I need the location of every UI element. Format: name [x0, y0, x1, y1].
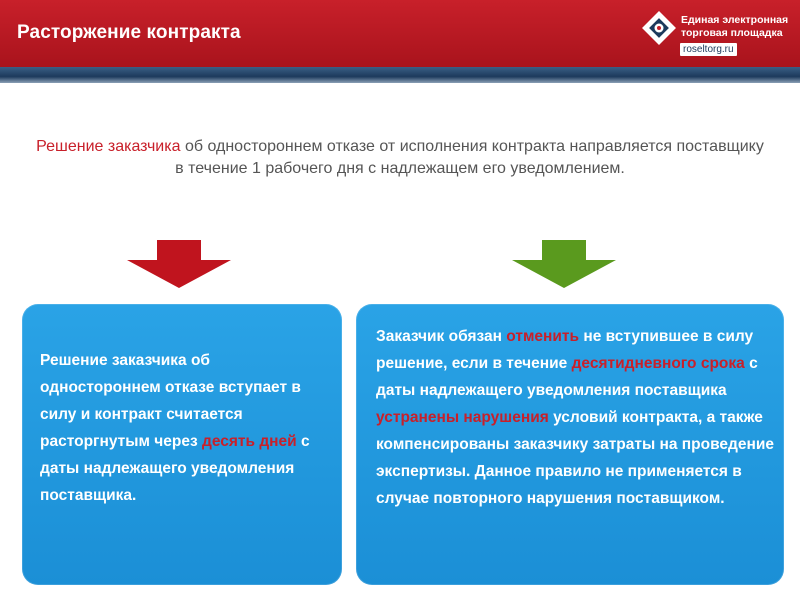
right-box-text-3: с даты надлежащего уведомления поставщика: [376, 355, 758, 399]
right-box-highlight-1: отменить: [506, 328, 580, 345]
intro-paragraph: [30, 136, 770, 180]
red-down-arrow-icon: [127, 240, 231, 288]
left-box-highlight: десять дней: [201, 433, 297, 450]
roseltorg-logo[interactable]: [641, 10, 791, 60]
right-box-text-2: не вступившее в силу решение, если в течение: [376, 328, 754, 372]
header-stripe: [0, 67, 800, 83]
roseltorg-logo-icon: [641, 10, 677, 46]
intro-text: об одностороннем отказе от исполнения контракта направляется поставщику в течение 1 рабочего дня с надлежащем его уведомлением.: [175, 138, 764, 177]
right-box-text-1: Заказчик обязан: [376, 328, 507, 345]
green-down-arrow-icon: [512, 240, 616, 288]
page-title: Расторжение контракта: [17, 22, 241, 43]
header-bar: [0, 0, 800, 73]
left-box-text-2: с даты надлежащего уведомления поставщика.: [40, 433, 310, 504]
logo-text-line2: торговая площадка: [681, 27, 783, 39]
right-box-highlight-2: десятидневного срока: [571, 355, 745, 372]
left-info-box: [22, 304, 342, 585]
right-box-text-4: условий контракта, а также компенсированы заказчику затраты на проведение экспертизы. Данное правило не применяется в случае повторного нарушения поставщиком.: [376, 409, 775, 507]
right-box-highlight-3: устранены нарушения: [376, 409, 549, 426]
left-box-text-1: Решение заказчика об одностороннем отказе вступает в силу и контракт считается расторгнутым через: [40, 352, 301, 450]
logo-text-line1: Единая электронная: [681, 14, 789, 26]
logo-url[interactable]: roseltorg.ru: [680, 43, 737, 56]
right-info-box: [356, 304, 784, 585]
intro-highlight: Решение заказчика: [36, 138, 181, 155]
